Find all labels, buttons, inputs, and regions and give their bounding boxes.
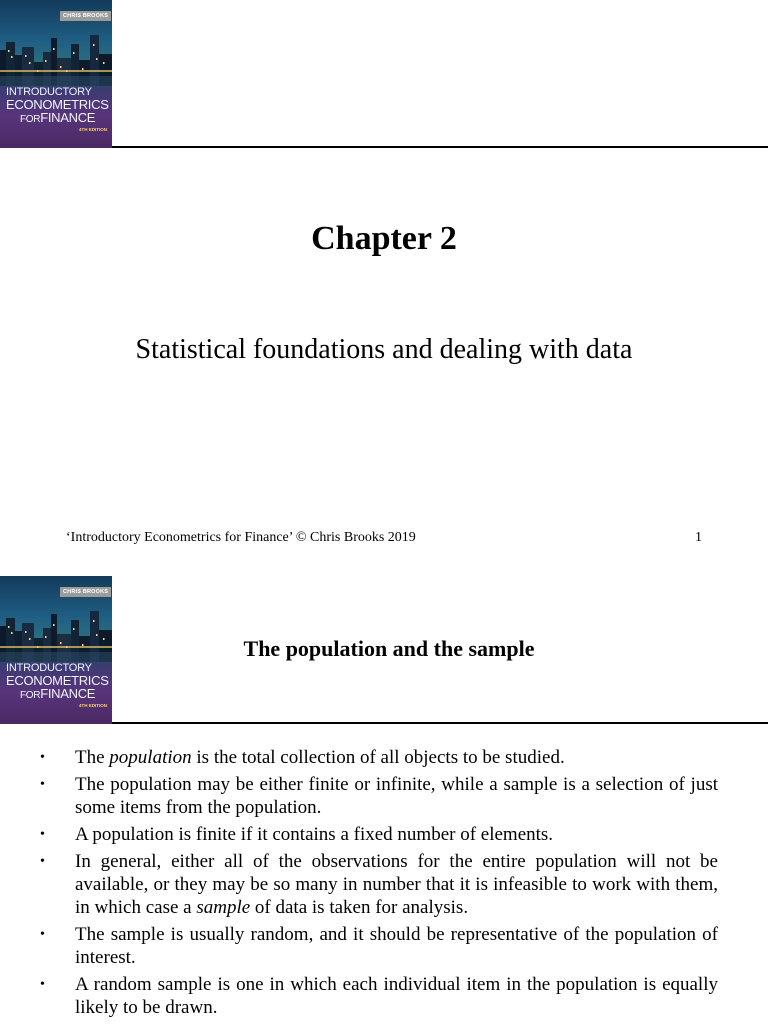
bullet-dot-icon: •: [40, 927, 45, 942]
bullet-dot-icon: •: [40, 750, 45, 765]
bullet-text: The: [75, 747, 110, 768]
bullet-list: [40, 746, 718, 1023]
bullet-text: In general, either all of the observations for the entire population will not be available, or they may be so many in number that it is infeasible to work with them, in which case a: [75, 851, 718, 918]
book-title-line-3: [20, 686, 95, 701]
bullet-dot-icon: •: [40, 777, 45, 792]
bullet-item: [40, 746, 718, 769]
bullet-emphasis: population: [109, 747, 192, 768]
book-title-for: FOR: [20, 690, 41, 701]
bullet-text-after: is the total collection of all objects to be studied.: [191, 747, 565, 768]
page-number: 1: [695, 530, 702, 545]
bullet-item: [40, 773, 718, 819]
book-author-label: CHRIS BROOKS: [60, 11, 111, 21]
bullet-text: The sample is usually random, and it should be representative of the population of interest.: [75, 924, 718, 968]
book-title-line-2: ECONOMETRICS: [6, 97, 109, 112]
bullet-dot-icon: •: [40, 827, 45, 842]
bullet-item: [40, 823, 718, 846]
book-cover: [0, 0, 112, 148]
bullet-item: [40, 923, 718, 969]
book-edition-label: 4TH EDITION: [79, 703, 108, 708]
bullet-text-after: of data is taken for analysis.: [250, 897, 469, 918]
book-title-line-1: INTRODUCTORY: [6, 86, 92, 98]
slide-footer: ‘Introductory Econometrics for Finance’ © Chris Brooks 2019: [66, 530, 416, 545]
book-title-line-2: ECONOMETRICS: [6, 673, 109, 688]
bullet-item: [40, 850, 718, 919]
header-divider: [112, 722, 768, 724]
book-edition-label: 4TH EDITION: [79, 127, 108, 132]
book-title-line-1: INTRODUCTORY: [6, 662, 92, 674]
bullet-item: [40, 973, 718, 1019]
book-title-line-3: [20, 110, 95, 125]
book-title-for: FOR: [20, 114, 41, 125]
bullet-text: A population is finite if it contains a fixed number of elements.: [75, 824, 554, 845]
bullet-emphasis: sample: [196, 897, 251, 918]
bullet-dot-icon: •: [40, 854, 45, 869]
header-divider: [112, 146, 768, 148]
city-skyline-image: [0, 0, 112, 148]
bullet-dot-icon: •: [40, 977, 45, 992]
book-title-finance: FINANCE: [40, 110, 96, 125]
bullet-text: A random sample is one in which each individual item in the population is equally likely to be drawn.: [75, 974, 718, 1018]
chapter-title: Chapter 2: [311, 220, 457, 257]
book-title-finance: FINANCE: [40, 686, 96, 701]
slide-heading: The population and the sample: [243, 636, 535, 661]
slide-2: [0, 576, 768, 1024]
chapter-subtitle: Statistical foundations and dealing with data: [135, 334, 633, 365]
book-author-label: CHRIS BROOKS: [60, 587, 111, 597]
bullet-text: The population may be either finite or infinite, while a sample is a selection of just some items from the population.: [75, 774, 718, 818]
